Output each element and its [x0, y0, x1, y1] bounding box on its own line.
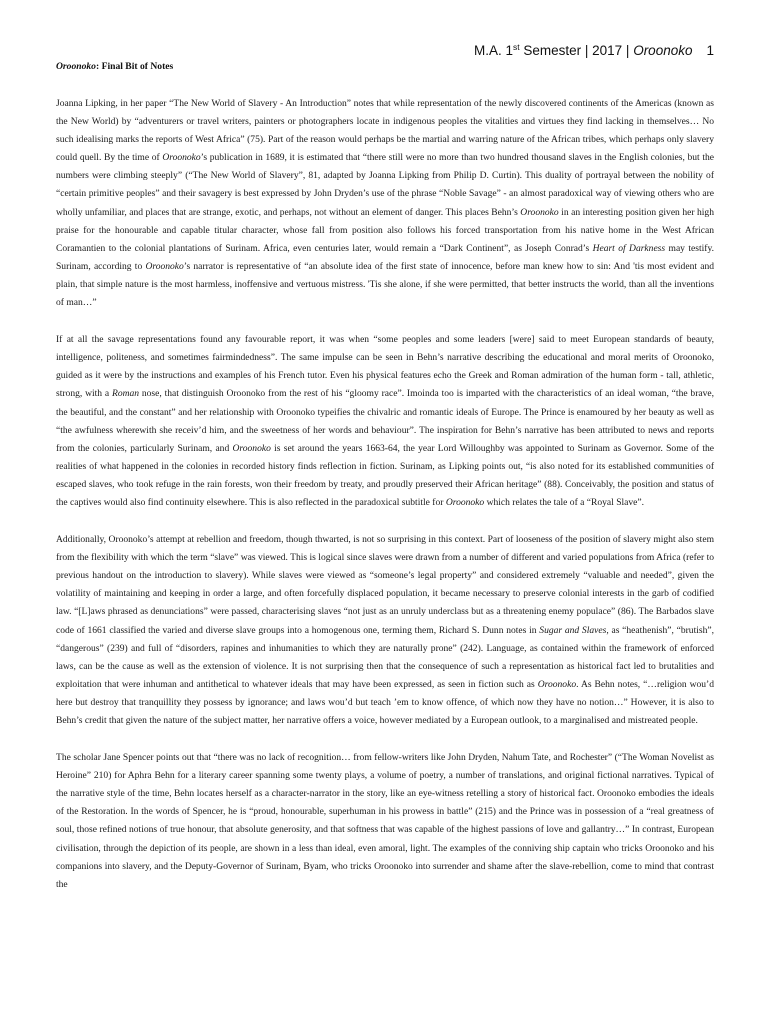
- paragraph-text: in an interesting position given her high praise for the honourable and capable titular character, whose fall from position also follows his forced transportation from his native home in the West African Coramantien to the colonial plantations of Surinam. Africa, even centuries later, would remain a “Dark Continent”, as Joseph Conrad’s: [56, 206, 714, 254]
- body-paragraph: [56, 749, 714, 894]
- document-title: [56, 61, 173, 72]
- body-paragraph: [56, 531, 714, 730]
- italic-title: Oroonoko: [537, 678, 577, 690]
- paragraph-text: If at all the savage representations found any favourable report, it was when “some peoples and some leaders [were] said to meet European standards of beauty, intelligence, politeness, and sometimes fairmindedness”. The same impulse can be seen in Behn’s narrative describing the educational and moral merits of Oroonoko, guided as it were by the instructions and examples of his French tutor. Even his physical features echo the Greek and Roman admiration of the human form - tall, athletic, strong, with a: [56, 334, 714, 400]
- paragraph-text: is set around the years 1663-64, the year Lord Willoughby was appointed to Surinam as Governor. Some of the realities of what happened in the colonies in recorded history finds reflection in fiction. Surinam, as Lipking points out, “is also noted for its established communities of escaped slaves, who took refuge in the rain forests, won their freedom by treaty, and proudly preserved their African heritage” (88). Conceivably, the position and status of the captives would also find continuity elsewhere. This is also reflected in the paradoxical subtitle for: [56, 442, 714, 508]
- document-title-book: Oroonoko: [56, 61, 96, 72]
- page-header: [474, 42, 714, 58]
- document-body: [56, 95, 714, 913]
- italic-title: Oroonoko: [145, 260, 184, 272]
- paragraph-text: may testify. Surinam, according to: [56, 242, 714, 272]
- italic-title: Roman: [111, 388, 140, 400]
- paragraph-text: Additionally, Oroonoko’s attempt at rebellion and freedom, though thwarted, is not so surprising in this context. Part of looseness of the position of slavery might also stem from the flexibility with which the term “slave” was viewed. This is logical since slaves were drawn from a number of different and varied populations from Africa (refer to previous handout on the introduction to slavery). While slaves were viewed as “someone’s legal property” and considered extremely “valuable and needed”, given the volatility of maintaining and keeping in order a large, and often forcefully displaced population, it became necessary to preserve colonial interests in the garb of codified law. “[L]aws phrased as denunciations” were passed, characterising slaves “not just as an unruly underclass but as a threatening enemy populace” (86). The Barbados slave code of 1661 classified the varied and diverse slave groups into a homogenous one, terming them, Richard S. Dunn notes in: [56, 534, 714, 636]
- paragraph-text: , as “heathenish”, “brutish”, “dangerous” (239) and full of “disorders, rapines and inhumanities to which they are naturally prone” (242). Language, as contained within the framework of enforced laws, can be the cause as well as the extension of violence. It is not surprising then that the consequence of such a representation as historical fact led to brutalities and exploitation that were inhuman and antithetical to whatever ideals that may have been expressed, as seen in fiction such as: [56, 624, 714, 690]
- paragraph-text: The scholar Jane Spencer points out that “there was no lack of recognition… from fellow-writers like John Dryden, Nahum Tate, and Rochester” (“The Woman Novelist as Heroine” 210) for Aphra Behn for a literary career spanning some twenty plays, a volume of poetry, a number of translations, and original fictional narratives. Typical of the narrative style of the time, Behn locates herself as a character-narrator in the story, like an eye-witness retelling a story of historical fact. Oroonoko embodies the ideals of the Restoration. In the words of Spencer, he is “proud, honourable, superhuman in his prowess in battle” (215) and the Prince was in possession of a “real greatness of soul, those refined notions of true honour, that absolute generosity, and that softness that was capable of the highest passions of love and gallantry…” In contrast, European civilisation, through the depiction of its people, are shown in a less than ideal, even amoral, light. The examples of the conniving ship captain who tricks Oroonoko and his companions into slavery, and the Deputy-Governor of Surinam, Byam, who tricks Oroonoko into surrender and shame after the slave-rebellion, come to mind that contrast the: [56, 752, 714, 890]
- header-program: M.A. 1: [473, 43, 513, 58]
- page-number: 1: [706, 43, 714, 58]
- italic-title: Oroonoko: [162, 152, 201, 164]
- header-ordinal: st: [512, 42, 520, 52]
- paragraph-text: which relates the tale of a “Royal Slave”.: [484, 496, 645, 508]
- italic-title: Sugar and Slaves: [539, 624, 607, 636]
- italic-title: Oroonoko: [520, 206, 559, 218]
- document-title-rest: : Final Bit of Notes: [95, 61, 174, 72]
- paragraph-text: ’s narrator is representative of “an absolute idea of the first state of innocence, before man knew how to sin: And 'tis most evident and plain, that simple nature is the most harmless, inoffensive and vertuous mistress. 'Tis she alone, if she were permitted, that better instructs the world, than all the inventions of man…”: [56, 260, 714, 309]
- italic-title: Oroonoko: [232, 442, 271, 454]
- italic-title: Oroonoko: [445, 496, 485, 508]
- header-semester: Semester | 2017 |: [519, 43, 634, 58]
- paragraph-text: nose, that distinguish Oroonoko from the rest of his “gloomy race”. Imoinda too is imparted with the characteristics of an ideal woman, “the brave, the beautiful, and the constant” and her relationship with Oroonoko typeifies the chivalric and romantic ideals of Europe. The Prince is enamoured by her beauty as well as “the awfulness wherewith she receiv’d him, and the sweetness of her words and behaviour”. The inspiration for Behn’s narrative has been attributed to news and reports from the colonies, particularly Surinam, and: [56, 388, 715, 454]
- paragraph-text: ’s publication in 1689, it is estimated that “there still were no more than two hundred thousand slaves in the English colonies, but the numbers were climbing steeply” (“The New World of Slavery”, 81, adapted by Joanna Lipking from Philip D. Curtin). This duality of portrayal between the nobility of “certain primitive peoples” and their savagery is best expressed by John Dryden’s use of the phrase “Noble Savage” - an almost paradoxical way of viewing others who are wholly unfamiliar, and places that are strange, exotic, and perhaps, not without an element of danger. This places Behn’s: [56, 152, 715, 218]
- paragraph-text: Joanna Lipking, in her paper “The New World of Slavery - An Introduction” notes that while representation of the newly discovered continents of the Americas (known as the New World) by “adventurers or travel writers, painters or photographers locate in indigenous peoples the vitalities and virtues they find lacking in themselves… No such idealising marks the reports of West Africa” (75). Part of the reason would perhaps be the martial and warring nature of the African tribes, which perhaps only slavery could quell. By the time of: [56, 98, 714, 164]
- header-book-title: Oroonoko: [633, 43, 693, 58]
- paragraph-text: . As Behn notes, “…religion wou’d here but destroy that tranquillity they possess by ignorance; and laws wou’d but teach ’em to know offence, of which now they have no notion…” However, it is also to Behn’s credit that given the nature of the subject matter, her narrative offers a voice, however mediated by a European outlook, to a marginalised and mistreated people.: [56, 678, 715, 726]
- body-paragraph: [56, 331, 714, 512]
- italic-title: Heart of Darkness: [592, 242, 666, 254]
- body-paragraph: [56, 95, 714, 312]
